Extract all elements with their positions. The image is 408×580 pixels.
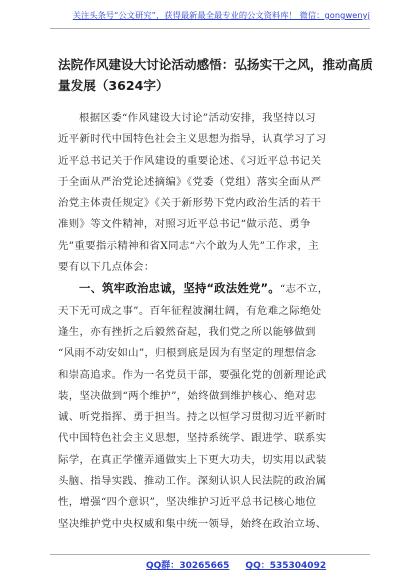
text-line: 治党主体责任规定》《关于新形势下党内政治生活的若干	[58, 197, 322, 210]
text-line: 代中国特色社会主义思想，坚持系统学、跟进学、联系实	[58, 432, 327, 445]
text-line: 根据区委“作风建设大讨论”活动安排，我坚持以习	[79, 112, 316, 124]
text-line: 天下无可成之事”。百年征程波澜壮阔，有危难之际绝处	[58, 304, 322, 317]
document-body	[58, 108, 358, 535]
title-line: 法院作风建设大讨论活动感悟：弘扬实干之风，推动高质	[58, 57, 373, 72]
text-line: 性，增强“四个意识”，坚决维护习近平总书记核心地位	[58, 496, 317, 509]
text-line: 于全面从严治党论述摘编》《党委（党组）落实全面从严	[58, 175, 322, 188]
text-line: “风雨不动安如山”，归根到底是因为有坚定的理想信念	[58, 347, 317, 360]
footer-contact	[146, 558, 326, 571]
text-line: 诚、听党指挥、勇于担当。持之以恒学习贯彻习近平新时	[58, 411, 327, 424]
text-line: 坚决维护党中央权威和集中统一领导，始终在政治立场、	[58, 517, 327, 530]
document-title	[58, 54, 373, 96]
page-footer	[50, 554, 370, 575]
section-1-paragraph	[58, 278, 358, 535]
header-promo-link[interactable]: 关注头条号“公文研究”，获得最新最全最专业的公文资料库！ 微信：gongwenyj	[72, 10, 370, 20]
section-heading-line	[58, 278, 358, 300]
text-line: 装，坚决做到“两个维护”，始终做到维护核心、绝对忠	[58, 389, 317, 402]
page-header	[50, 4, 370, 29]
section-1-heading: 一、筑牢政治忠诚，坚持“政法姓党”。	[79, 281, 280, 296]
section-1-heading-tail: “志不立，	[279, 283, 329, 296]
text-line: 和崇高追求。作为一名党员干部，要强化党的创新理论武	[58, 368, 327, 381]
text-line: 准则》等文件精神，对照习近平总书记“做示范、勇争	[58, 218, 311, 231]
qq-label: QQ：	[245, 561, 270, 571]
qq-group-link[interactable]	[146, 561, 229, 571]
text-line: 要有以下几点体会：	[58, 261, 155, 274]
text-line: 逢生，亦有挫折之后毅然奋起，我们党之所以能够做到	[58, 325, 316, 338]
qq-group-label: QQ群：	[146, 561, 180, 571]
text-line: 先”重要指示精神和省X同志“六个敢为人先”工作求，主	[58, 239, 320, 252]
text-line: 际学，在真正学懂弄通做实上下更大功夫，切实用以武装	[58, 453, 327, 466]
intro-paragraph	[58, 108, 358, 278]
text-line: 近平总书记关于作风建设的重要论述、《习近平总书记关	[58, 154, 322, 167]
text-line: 头脑、指导实践、推动工作。深刻认识人民法院的政治属	[58, 475, 327, 488]
title-line: 量发展（3624字）	[58, 78, 169, 93]
qq-group-number: 30265665	[179, 561, 230, 571]
text-line: 近平新时代中国特色社会主义思想为指导，认真学习了习	[58, 133, 327, 146]
qq-contact-link[interactable]	[245, 561, 326, 571]
qq-number: 535304092	[269, 561, 327, 571]
